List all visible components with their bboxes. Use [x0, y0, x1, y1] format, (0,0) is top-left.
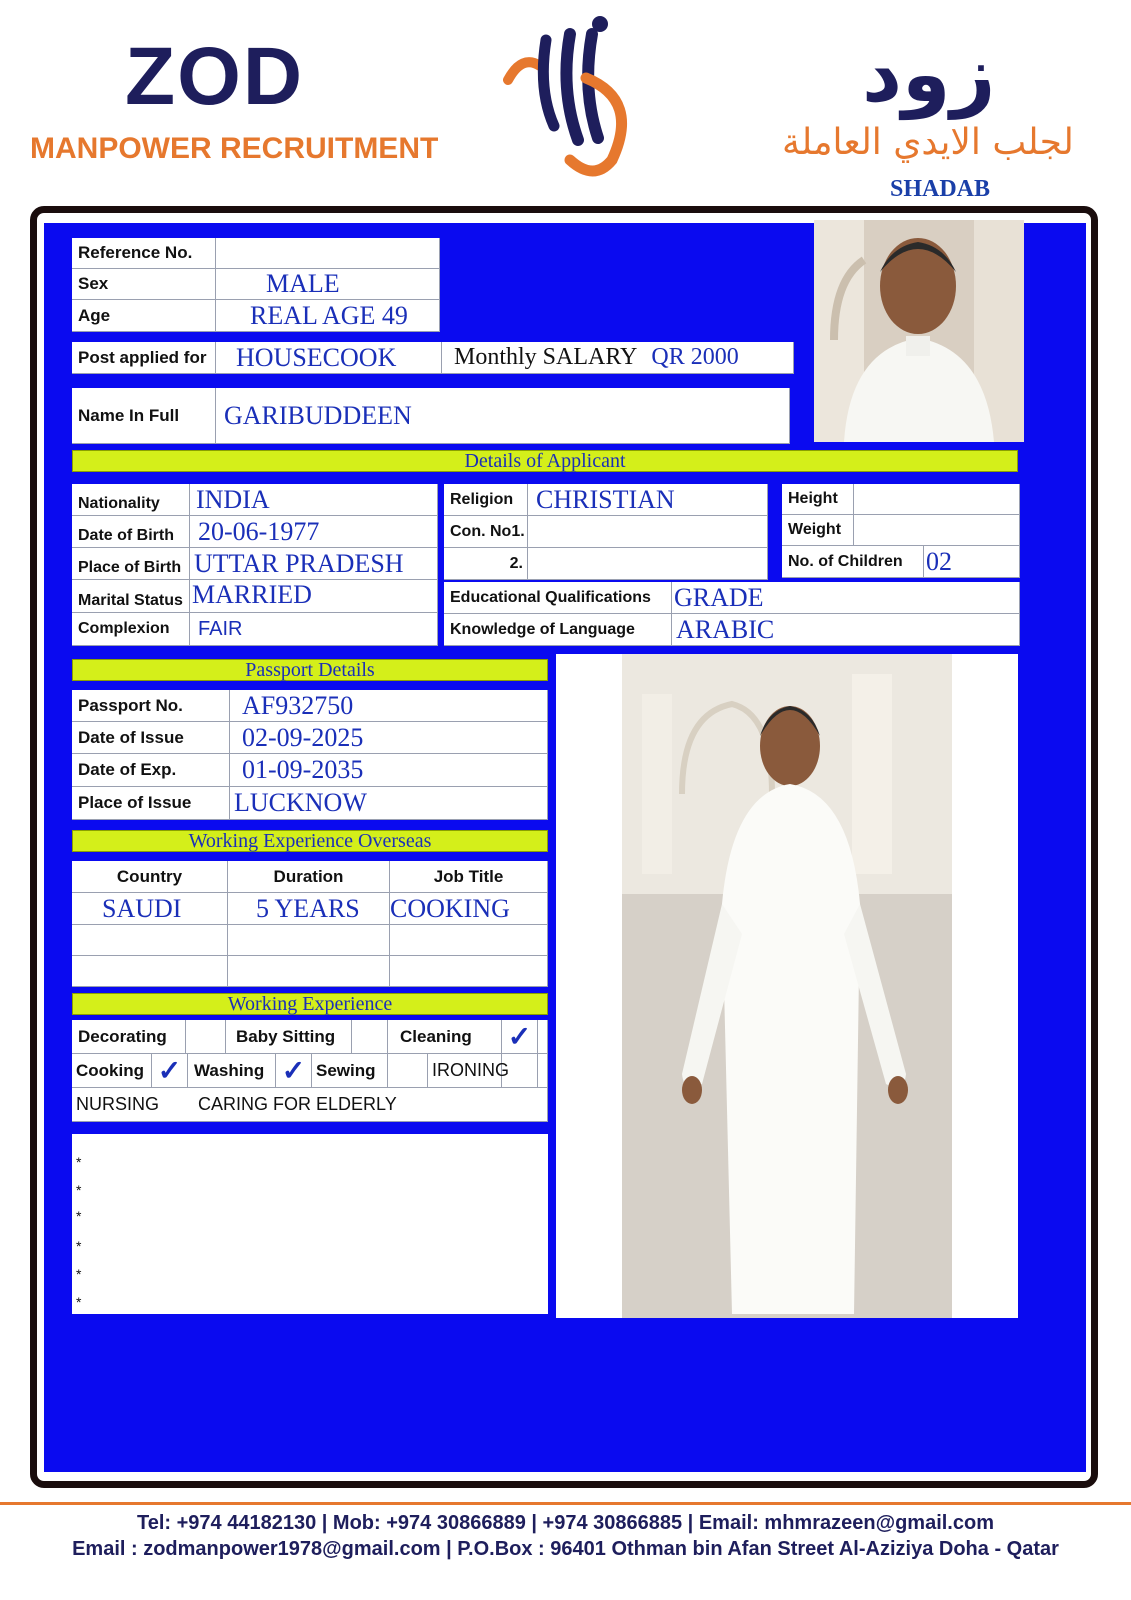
spacer-cell	[538, 1054, 548, 1088]
nationality-value: INDIA	[190, 484, 438, 516]
company-arabic-tagline: لجلب الايدي العاملة	[782, 122, 1074, 163]
marital-label: Marital Status	[72, 580, 190, 613]
salary-cell	[442, 342, 794, 374]
caring-elderly-label: CARING FOR ELDERLY	[198, 1094, 397, 1114]
washing-check-icon: ✓	[276, 1054, 312, 1088]
weight-label: Weight	[782, 515, 854, 546]
decorating-label: Decorating	[72, 1020, 186, 1054]
overseas-table	[72, 861, 548, 987]
pob-value: UTTAR PRADESH	[190, 548, 438, 580]
duration-value: 5 YEARS	[228, 893, 390, 925]
marital-value: MARRIED	[190, 580, 438, 613]
issue-place-label: Place of Issue	[72, 787, 230, 820]
overseas-empty-cell	[390, 925, 548, 956]
religion-label: Religion	[444, 484, 528, 516]
overseas-empty-cell	[390, 956, 548, 987]
language-label: Knowledge of Language	[444, 614, 672, 646]
sex-value: MALE	[216, 269, 440, 300]
notes-box	[72, 1134, 548, 1314]
job-title-header: Job Title	[390, 861, 548, 893]
baby-sitting-label: Baby Sitting	[226, 1020, 352, 1054]
expiry-date-value: 01-09-2035	[230, 754, 548, 787]
passport-table	[72, 690, 548, 820]
company-tagline: MANPOWER RECRUITMENT	[30, 132, 439, 165]
passport-number-value: AF932750	[230, 690, 548, 722]
overseas-empty-cell	[228, 925, 390, 956]
duration-header: Duration	[228, 861, 390, 893]
ironing-check	[502, 1054, 538, 1088]
salary-value: QR 2000	[651, 344, 739, 370]
experience-table	[72, 1020, 548, 1122]
education-value: GRADE	[672, 582, 1020, 614]
overseas-empty-cell	[72, 925, 228, 956]
education-table	[444, 582, 1020, 646]
details-section-title: Details of Applicant	[72, 450, 1018, 472]
sewing-label: Sewing	[312, 1054, 388, 1088]
extra-skills-row	[72, 1088, 548, 1122]
religion-value: CHRISTIAN	[528, 484, 768, 516]
name-label: Name In Full	[72, 388, 216, 444]
reference-value	[216, 238, 440, 269]
country-header: Country	[72, 861, 228, 893]
overseas-empty-cell	[72, 956, 228, 987]
post-value: HOUSECOOK	[216, 342, 442, 374]
note-bullet: *	[76, 1208, 82, 1224]
cooking-label: Cooking	[72, 1054, 152, 1088]
children-label: No. of Children	[782, 546, 924, 578]
contact2-label: 2.	[444, 548, 528, 580]
post-row	[72, 342, 794, 374]
height-label: Height	[782, 484, 854, 515]
age-value: REAL AGE 49	[216, 300, 440, 332]
baby-sitting-check	[352, 1020, 388, 1054]
reference-label: Reference No.	[72, 238, 216, 269]
note-bullet: *	[76, 1294, 82, 1310]
sex-label: Sex	[72, 269, 216, 300]
contact1-value	[528, 516, 768, 548]
note-bullet: *	[76, 1238, 82, 1254]
note-bullet: *	[76, 1182, 82, 1198]
education-label: Educational Qualifications	[444, 582, 672, 614]
details-left-table	[72, 484, 438, 646]
language-value: ARABIC	[672, 614, 1020, 646]
nursing-label: NURSING	[76, 1094, 160, 1114]
post-label: Post applied for	[72, 342, 216, 374]
job-title-value: COOKING	[390, 893, 548, 925]
full-photo-frame	[556, 654, 1018, 1318]
footer-contact-line: Tel: +974 44182130 | Mob: +974 30866889 | +974 30866885 | Email: mhmrazeen@gmail.com	[137, 1512, 994, 1534]
weight-value	[854, 515, 1020, 546]
passport-section-title: Passport Details	[72, 659, 548, 681]
ironing-label: IRONING	[428, 1054, 502, 1088]
applicant-full-photo	[622, 654, 952, 1318]
company-brand: ZOD	[125, 31, 305, 122]
decorating-check	[186, 1020, 226, 1054]
name-value: GARIBUDDEEN	[216, 388, 790, 444]
religion-table	[444, 484, 768, 580]
dob-value: 20-06-1977	[190, 516, 438, 548]
spacer-cell	[538, 1020, 548, 1054]
issue-date-label: Date of Issue	[72, 722, 230, 754]
pob-label: Place of Birth	[72, 548, 190, 580]
company-arabic-name: زود	[862, 30, 996, 120]
sewing-check	[388, 1054, 428, 1088]
age-label: Age	[72, 300, 216, 332]
footer-divider	[0, 1502, 1131, 1505]
salary-label: Monthly SALARY	[454, 344, 638, 370]
contact2-value	[528, 548, 768, 580]
note-bullet: *	[76, 1266, 82, 1282]
expiry-date-label: Date of Exp.	[72, 754, 230, 787]
complexion-value: FAIR	[190, 613, 438, 646]
nationality-label: Nationality	[72, 484, 190, 516]
children-value: 02	[924, 546, 1020, 578]
physical-table	[782, 484, 1020, 578]
cleaning-check-icon: ✓	[502, 1020, 538, 1054]
height-value	[854, 484, 1020, 515]
issue-place-value: LUCKNOW	[230, 787, 548, 820]
name-row	[72, 388, 790, 444]
agent-name: SHADAB	[890, 176, 991, 202]
country-value: SAUDI	[72, 893, 228, 925]
complexion-label: Complexion	[72, 613, 190, 646]
washing-label: Washing	[188, 1054, 276, 1088]
company-logo	[500, 10, 640, 180]
dob-label: Date of Birth	[72, 516, 190, 548]
applicant-portrait-photo	[814, 220, 1024, 442]
footer-address-line: Email : zodmanpower1978@gmail.com | P.O.Box : 96401 Othman bin Afan Street Al-Aziziya Doha - Qatar	[72, 1538, 1059, 1560]
contact1-label: Con. No1.	[444, 516, 528, 548]
issue-date-value: 02-09-2025	[230, 722, 548, 754]
note-bullet: *	[76, 1154, 82, 1170]
cooking-check-icon: ✓	[152, 1054, 188, 1088]
experience-section-title: Working Experience	[72, 993, 548, 1015]
overseas-section-title: Working Experience Overseas	[72, 830, 548, 852]
passport-number-label: Passport No.	[72, 690, 230, 722]
personal-top-table	[72, 238, 440, 332]
cleaning-label: Cleaning	[388, 1020, 502, 1054]
overseas-empty-cell	[228, 956, 390, 987]
